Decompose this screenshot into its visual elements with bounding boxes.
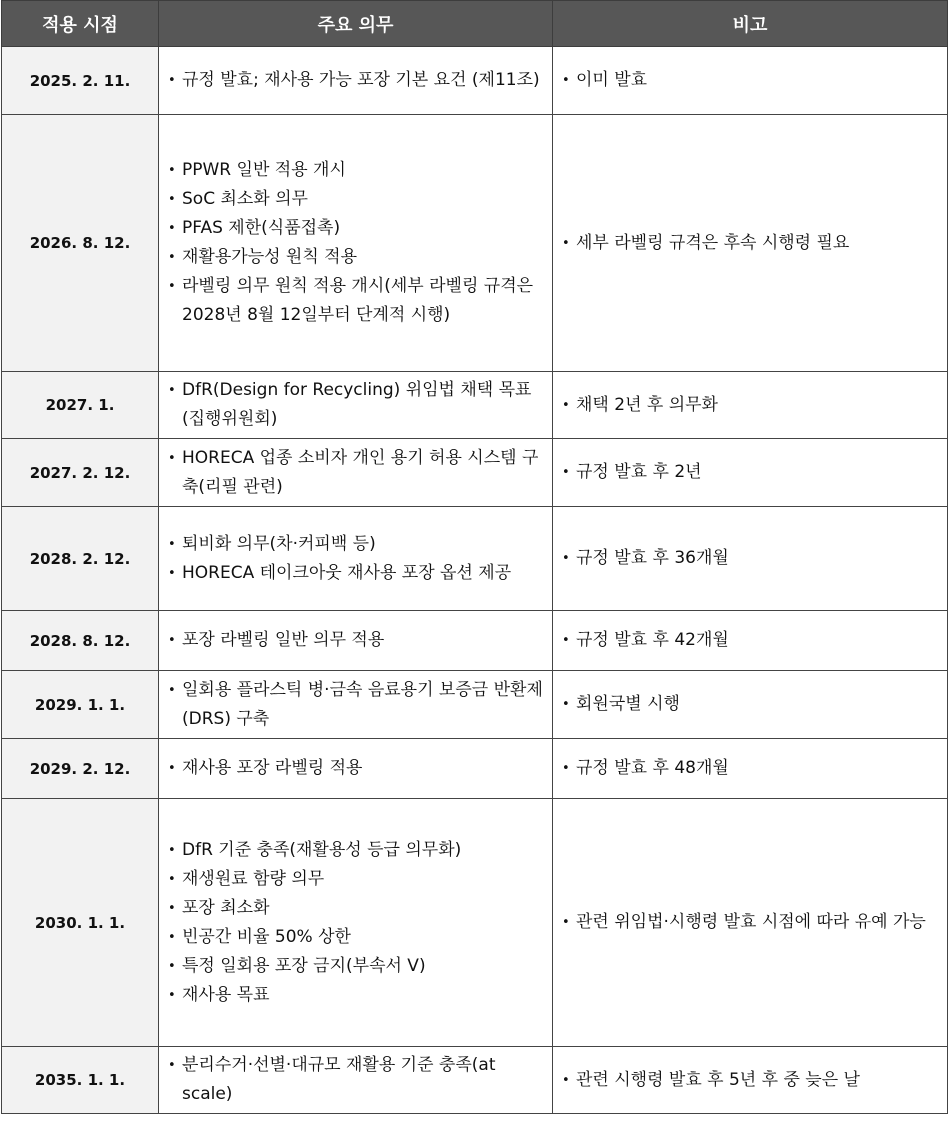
row-date: 2035. 1. 1. [2,1047,159,1114]
table-row [2,671,948,739]
row-date: 2025. 2. 11. [2,47,159,115]
duty-item: • 라벨링 의무 원칙 적용 개시(세부 라벨링 규격은 2028년 8월 12일부터 단계적 시행) [167,272,544,330]
note-item: • 규정 발효 후 36개월 [561,544,939,573]
row-date: 2028. 8. 12. [2,611,159,671]
row-duties [159,799,553,1047]
header-duty: 주요 의무 [159,1,553,47]
table-row [2,372,948,439]
duty-item: • 일회용 플라스틱 병·금속 음료용기 보증금 반환제(DRS) 구축 [167,676,544,734]
row-duties [159,439,553,507]
duty-item: • 재생원료 함량 의무 [167,865,544,894]
duty-item: • 규정 발효; 재사용 가능 포장 기본 요건 (제11조) [167,66,544,95]
row-notes [553,439,948,507]
duty-item: • 빈공간 비율 50% 상한 [167,923,544,952]
row-notes [553,671,948,739]
note-item: • 규정 발효 후 2년 [561,458,939,487]
table-row [2,115,948,372]
row-notes [553,799,948,1047]
row-notes [553,47,948,115]
row-date: 2026. 8. 12. [2,115,159,372]
duty-item: • 포장 라벨링 일반 의무 적용 [167,626,544,655]
table-row [2,47,948,115]
row-date: 2028. 2. 12. [2,507,159,611]
note-item: • 이미 발효 [561,66,939,95]
table-row [2,739,948,799]
row-notes [553,115,948,372]
note-item: • 회원국별 시행 [561,690,939,719]
row-date: 2029. 1. 1. [2,671,159,739]
row-duties [159,372,553,439]
duty-item: • 특정 일회용 포장 금지(부속서 V) [167,952,544,981]
header-note: 비고 [553,1,948,47]
table-row [2,1047,948,1114]
row-date: 2029. 2. 12. [2,739,159,799]
row-notes [553,611,948,671]
row-duties [159,115,553,372]
row-notes [553,372,948,439]
duty-item: • DfR 기준 충족(재활용성 등급 의무화) [167,836,544,865]
header-row [2,1,948,47]
row-duties [159,507,553,611]
table-row [2,507,948,611]
row-duties [159,671,553,739]
duty-item: • 분리수거·선별·대규모 재활용 기준 충족(at scale) [167,1051,544,1109]
row-duties [159,47,553,115]
note-item: • 관련 시행령 발효 후 5년 후 중 늦은 날 [561,1066,939,1095]
row-notes [553,507,948,611]
note-item: • 규정 발효 후 48개월 [561,754,939,783]
duty-item: • SoC 최소화 의무 [167,185,544,214]
duty-item: • HORECA 테이크아웃 재사용 포장 옵션 제공 [167,559,544,588]
header-date: 적용 시점 [2,1,159,47]
row-duties [159,739,553,799]
duty-item: • HORECA 업종 소비자 개인 용기 허용 시스템 구축(리필 관련) [167,444,544,502]
note-item: • 채택 2년 후 의무화 [561,391,939,420]
table-row [2,439,948,507]
duty-item: • 재사용 포장 라벨링 적용 [167,754,544,783]
duty-item: • PPWR 일반 적용 개시 [167,156,544,185]
note-item: • 세부 라벨링 규격은 후속 시행령 필요 [561,229,939,258]
row-date: 2027. 1. [2,372,159,439]
row-duties [159,1047,553,1114]
obligations-table [1,0,948,1114]
table-row [2,611,948,671]
duty-item: • PFAS 제한(식품접촉) [167,214,544,243]
duty-item: • 포장 최소화 [167,894,544,923]
row-date: 2030. 1. 1. [2,799,159,1047]
row-duties [159,611,553,671]
row-notes [553,739,948,799]
row-notes [553,1047,948,1114]
duty-item: • DfR(Design for Recycling) 위임법 채택 목표(집행위원회) [167,376,544,434]
note-item: • 규정 발효 후 42개월 [561,626,939,655]
table-row [2,799,948,1047]
duty-item: • 재사용 목표 [167,981,544,1010]
note-item: • 관련 위임법·시행령 발효 시점에 따라 유예 가능 [561,908,939,937]
duty-item: • 재활용가능성 원칙 적용 [167,243,544,272]
duty-item: • 퇴비화 의무(차·커피백 등) [167,530,544,559]
row-date: 2027. 2. 12. [2,439,159,507]
